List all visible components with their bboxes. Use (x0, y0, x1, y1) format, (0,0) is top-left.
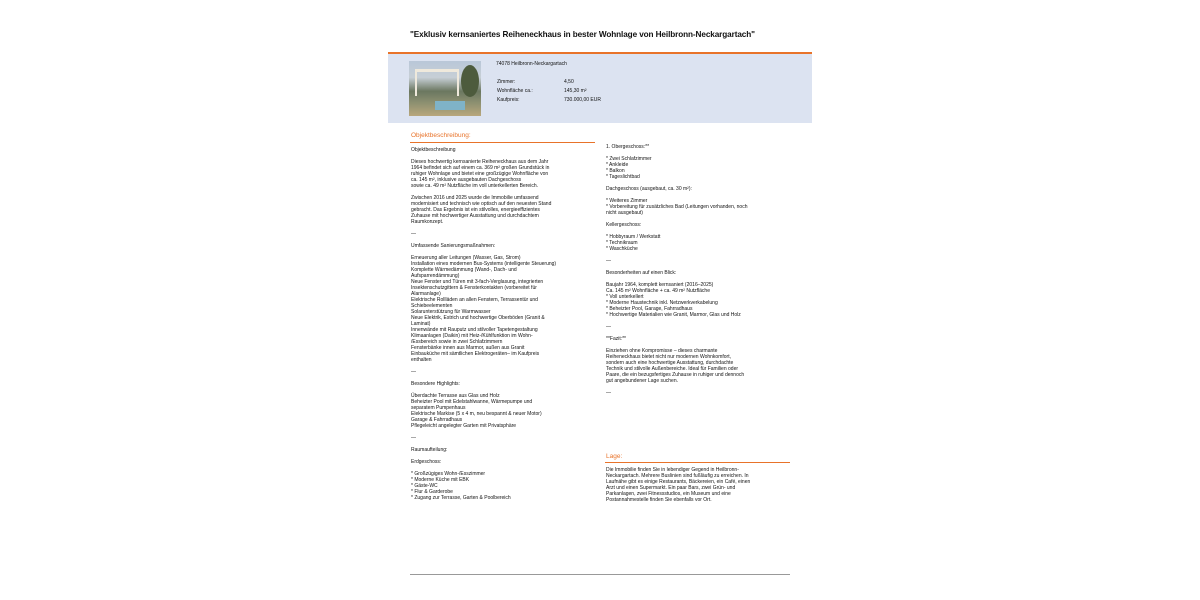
summary-value: 730.000,00 EUR (564, 97, 601, 103)
property-photo (409, 61, 481, 116)
summary-label: Kaufpreis: (497, 97, 520, 103)
property-summary-box (388, 52, 812, 123)
description-left-column: Objektbeschreibung Dieses hochwertig kernsanierte Reiheneckhaus aus dem Jahr 1964 befindet sich auf einem ca. 369 m² großen Grundstück in ruhiger Wohnlage und bietet eine großzügige Wohnfläche von ca. 145 m², inklusive ausgebauten Dachgeschoss sowie ca. 49 m² Nutzfläche im voll unterkellerten Bereich. Zwischen 2016 und 2025 wurde die Immobilie umfassend modernisiert und technisch wie optisch auf den neuesten Stand gebracht. Das Ergebnis ist ein stilvolles, energieeffizientes Zuhause mit hochwertiger Ausstattung und durchdachtem Raumkonzept. — Umfassende Sanierungsmaßnahmen: Erneuerung aller Leitungen (Wasser, Gas, Strom) Installation eines modernen Bus-Systems (intelligente Steuerung) Komplette Wärmedämmung (Wand-, Dach- und Aufsparrendämmung) Neue Fenster und Türen mit 3-fach-Verglasung, integrierten Insektenschutzgittern & Fensterkontakten (vorbereitet für Alarmanlage) Elektrische Rollläden an allen Fenstern, Terrassentür und Schiebeelementen Solarunterstützung für Warmwasser Neue Elektrik, Estrich und hochwertige Oberböden (Granit & Laminat) Innenwände mit Rauputz und stilvoller Tapetengestaltung Klimaanlagen (Daikin) mit Heiz-/Kühlfunktion im Wohn- /Essbereich sowie in zwei Schlafzimmern Fensterbänke innen aus Marmor, außen aus Granit Einbauküche mit sämtlichen Elektrogeräten– im Kaufpreis enthalten — Besondere Highlights: Überdachte Terrasse aus Glas und Holz Beheizter Pool mit Edelstahlwanne, Wärmepumpe und separatem Pumpenhaus Elektrische Markise (5 x 4 m, neu bespannt & neuer Motor) Garage & Fahrradhaus Pflegeleicht angelegter Garten mit Privatsphäre — Raumaufteilung: Erdgeschoss: * Großzügiges Wohn-/Esszimmer * Moderne Küche mit EBK * Gäste-WC * Flur & Garderobe * Zugang zur Terrasse, Garten & Poolbereich (411, 147, 557, 501)
summary-value: 4,50 (564, 79, 574, 85)
property-location: 74078 Heilbronn-Neckargartach (496, 61, 567, 67)
summary-value: 145,30 m² (564, 88, 587, 94)
description-right-column: 1. Obergeschoss:** * Zwei Schlafzimmer * Ankleide * Balkon * Tageslichtbad Dachgeschoss (ausgebaut, ca. 30 m²): * Weiteres Zimmer * Vorbereitung für zusätzliches Bad (Leitungen vorhanden, noch nicht ausgebaut) Kellergeschoss: * Hobbyraum / Werkstatt * Technikraum * Waschküche — Besonderheiten auf einen Blick: Baujahr 1964, komplett kernsaniert (2016–2025) Ca. 145 m² Wohnfläche + ca. 49 m² Nutzfläche * Voll unterkellert * Moderne Haustechnik inkl. Netzwerkverkabelung * Beheizter Pool, Garage, Fahrradhaus * Hochwertige Materialien wie Granit, Marmor, Glas und Holz — **Fazit:** Einziehen ohne Kompromisse – dieses charmante Reiheneckhaus bietet nicht nur modernen Wohnkomfort, sondern auch eine hochwertige Ausstattung, durchdachte Technik und stilvolle Außenbereiche. Ideal für Familien oder Paare, die ein bezugsfertiges Zuhause in ruhiger und dennoch gut angebundener Lage suchen. — (606, 144, 748, 396)
bottom-divider (410, 574, 790, 575)
page-title: "Exklusiv kernsaniertes Reiheneckhaus in bester Wohnlage von Heilbronn-Neckargartach" (410, 30, 755, 39)
section-divider (605, 462, 790, 463)
objektbeschreibung-heading: Objektbeschreibung: (411, 132, 471, 139)
lage-heading: Lage: (606, 453, 623, 460)
location-text: Die Immobilie finden Sie in lebendiger Gegend in Heilbronn- Neckargartach. Mehrere Buslinien sind fußläufig zu erreichen. In Laufnähe gibt es einige Restaurants, Bäckereien, ein Café, einen Arzt und einen Supermarkt. Ein paar Bars, zwei Grün- und Parkanlagen, zwei Fitnessstudios, ein Museum und eine Postannahmestelle finden Sie ebenfalls vor Ort. (606, 467, 751, 503)
summary-label: Wohnfläche ca.: (497, 88, 533, 94)
section-divider (410, 142, 595, 143)
summary-label: Zimmer: (497, 79, 516, 85)
